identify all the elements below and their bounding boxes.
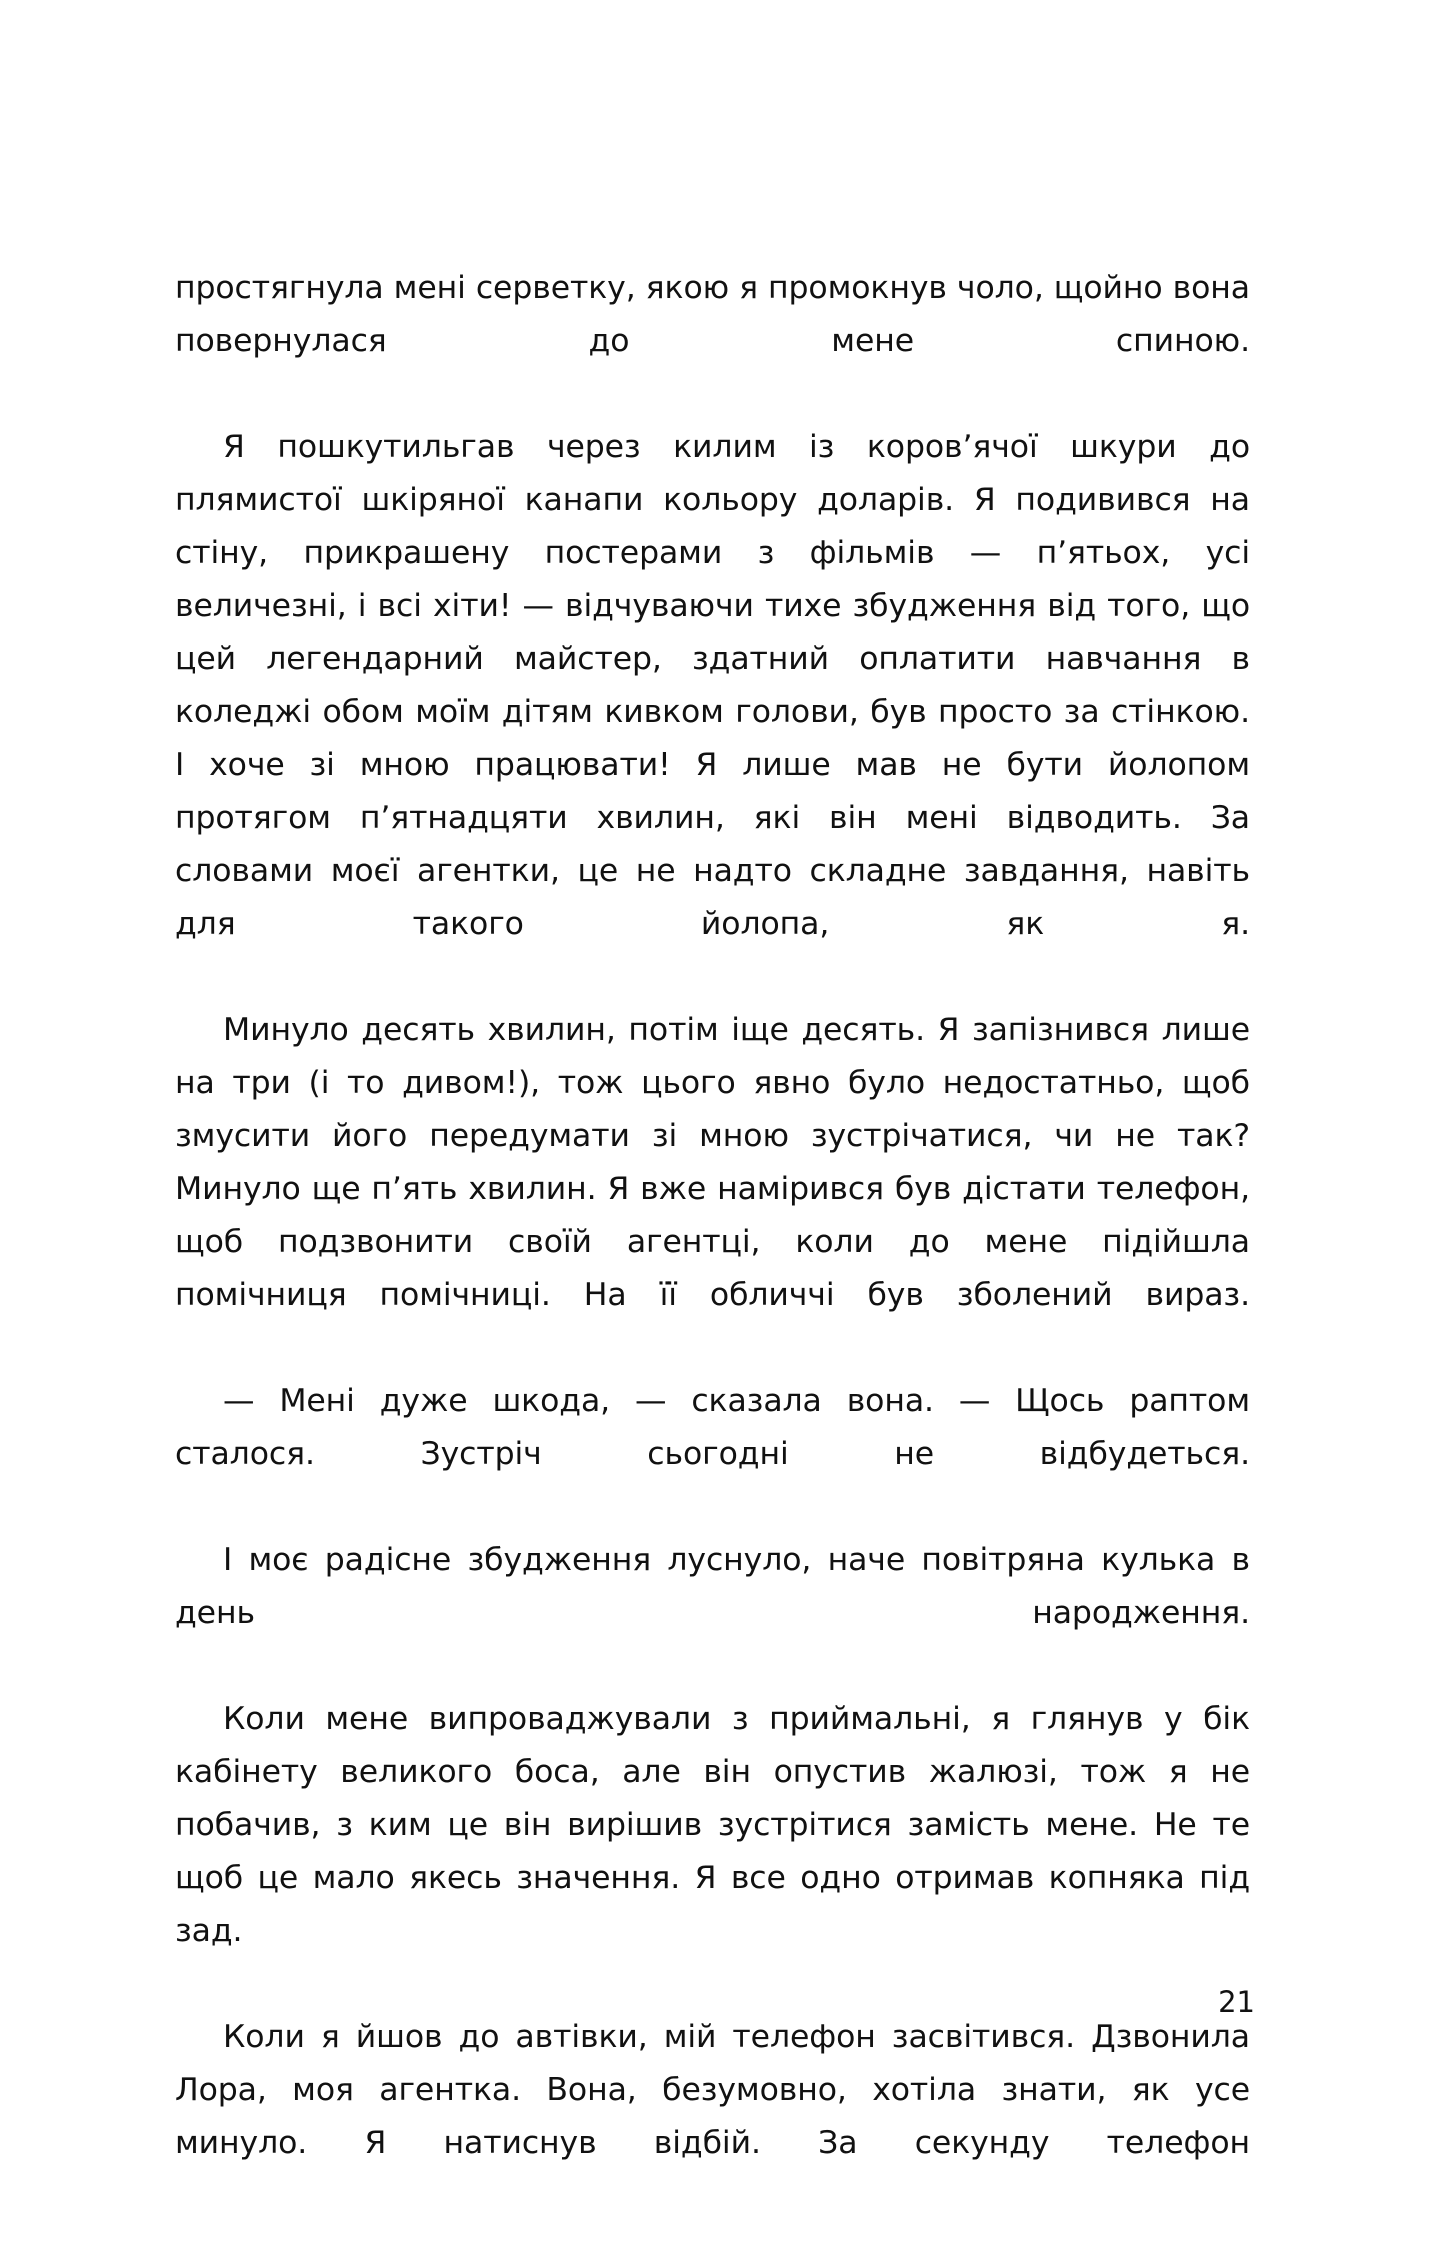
paragraph: простягнула мені серветку, якою я промокнув чоло, щойно вона повернулася до мене спиною. bbox=[175, 270, 1250, 359]
paragraph: Коли мене випроваджували з приймальні, я глянув у бік кабінету великого боса, але він опустив жалюзі, тож я не побачив, з ким це він вирішив зустрітися замість мене. Не те щоб це мало якесь значення. Я все одно отримав копняка під зад. bbox=[175, 1701, 1250, 1949]
body-text-column bbox=[175, 262, 1250, 2223]
paragraph: Я пошкутильгав через килим із коров’ячої шкури до плямистої шкіряної канапи кольору доларів. Я подивився на стіну, прикрашену постерами з фільмів — п’ятьох, усі величезні, і всі хіти! — відчуваючи тихе збудження від того, що цей легендарний майстер, здатний оплатити навчання в коледжі обом моїм дітям кивком голови, був просто за стінкою. І хоче зі мною працювати! Я лише мав не бути йолопом протягом п’ятнадцяти хвилин, які він мені відводить. За словами моєї агентки, це не надто складне завдання, навіть для такого йолопа, як я. bbox=[175, 429, 1250, 942]
paragraph: Минуло десять хвилин, потім іще десять. Я запізнився лише на три (і то дивом!), тож цього явно було недостатньо, щоб змусити його передумати зі мною зустрічатися, чи не так? Минуло ще п’ять хвилин. Я вже намірився був дістати телефон, щоб подзвонити своїй агентці, коли до мене підійшла помічниця помічниці. На її обличчі був зболений вираз. bbox=[175, 1012, 1250, 1313]
paragraph: Коли я йшов до автівки, мій телефон засвітився. Дзвонила Лора, моя агентка. Вона, безумовно, хотіла знати, як усе минуло. Я натиснув відбій. За секунду телефон bbox=[175, 2019, 1250, 2161]
page-number: 21 bbox=[1218, 1985, 1255, 2019]
paragraph: І моє радісне збудження луснуло, наче повітряна кулька в день народження. bbox=[175, 1542, 1250, 1631]
paragraph: — Мені дуже шкода, — сказала вона. — Щось раптом сталося. Зустріч сьогодні не відбудеться. bbox=[175, 1383, 1250, 1472]
